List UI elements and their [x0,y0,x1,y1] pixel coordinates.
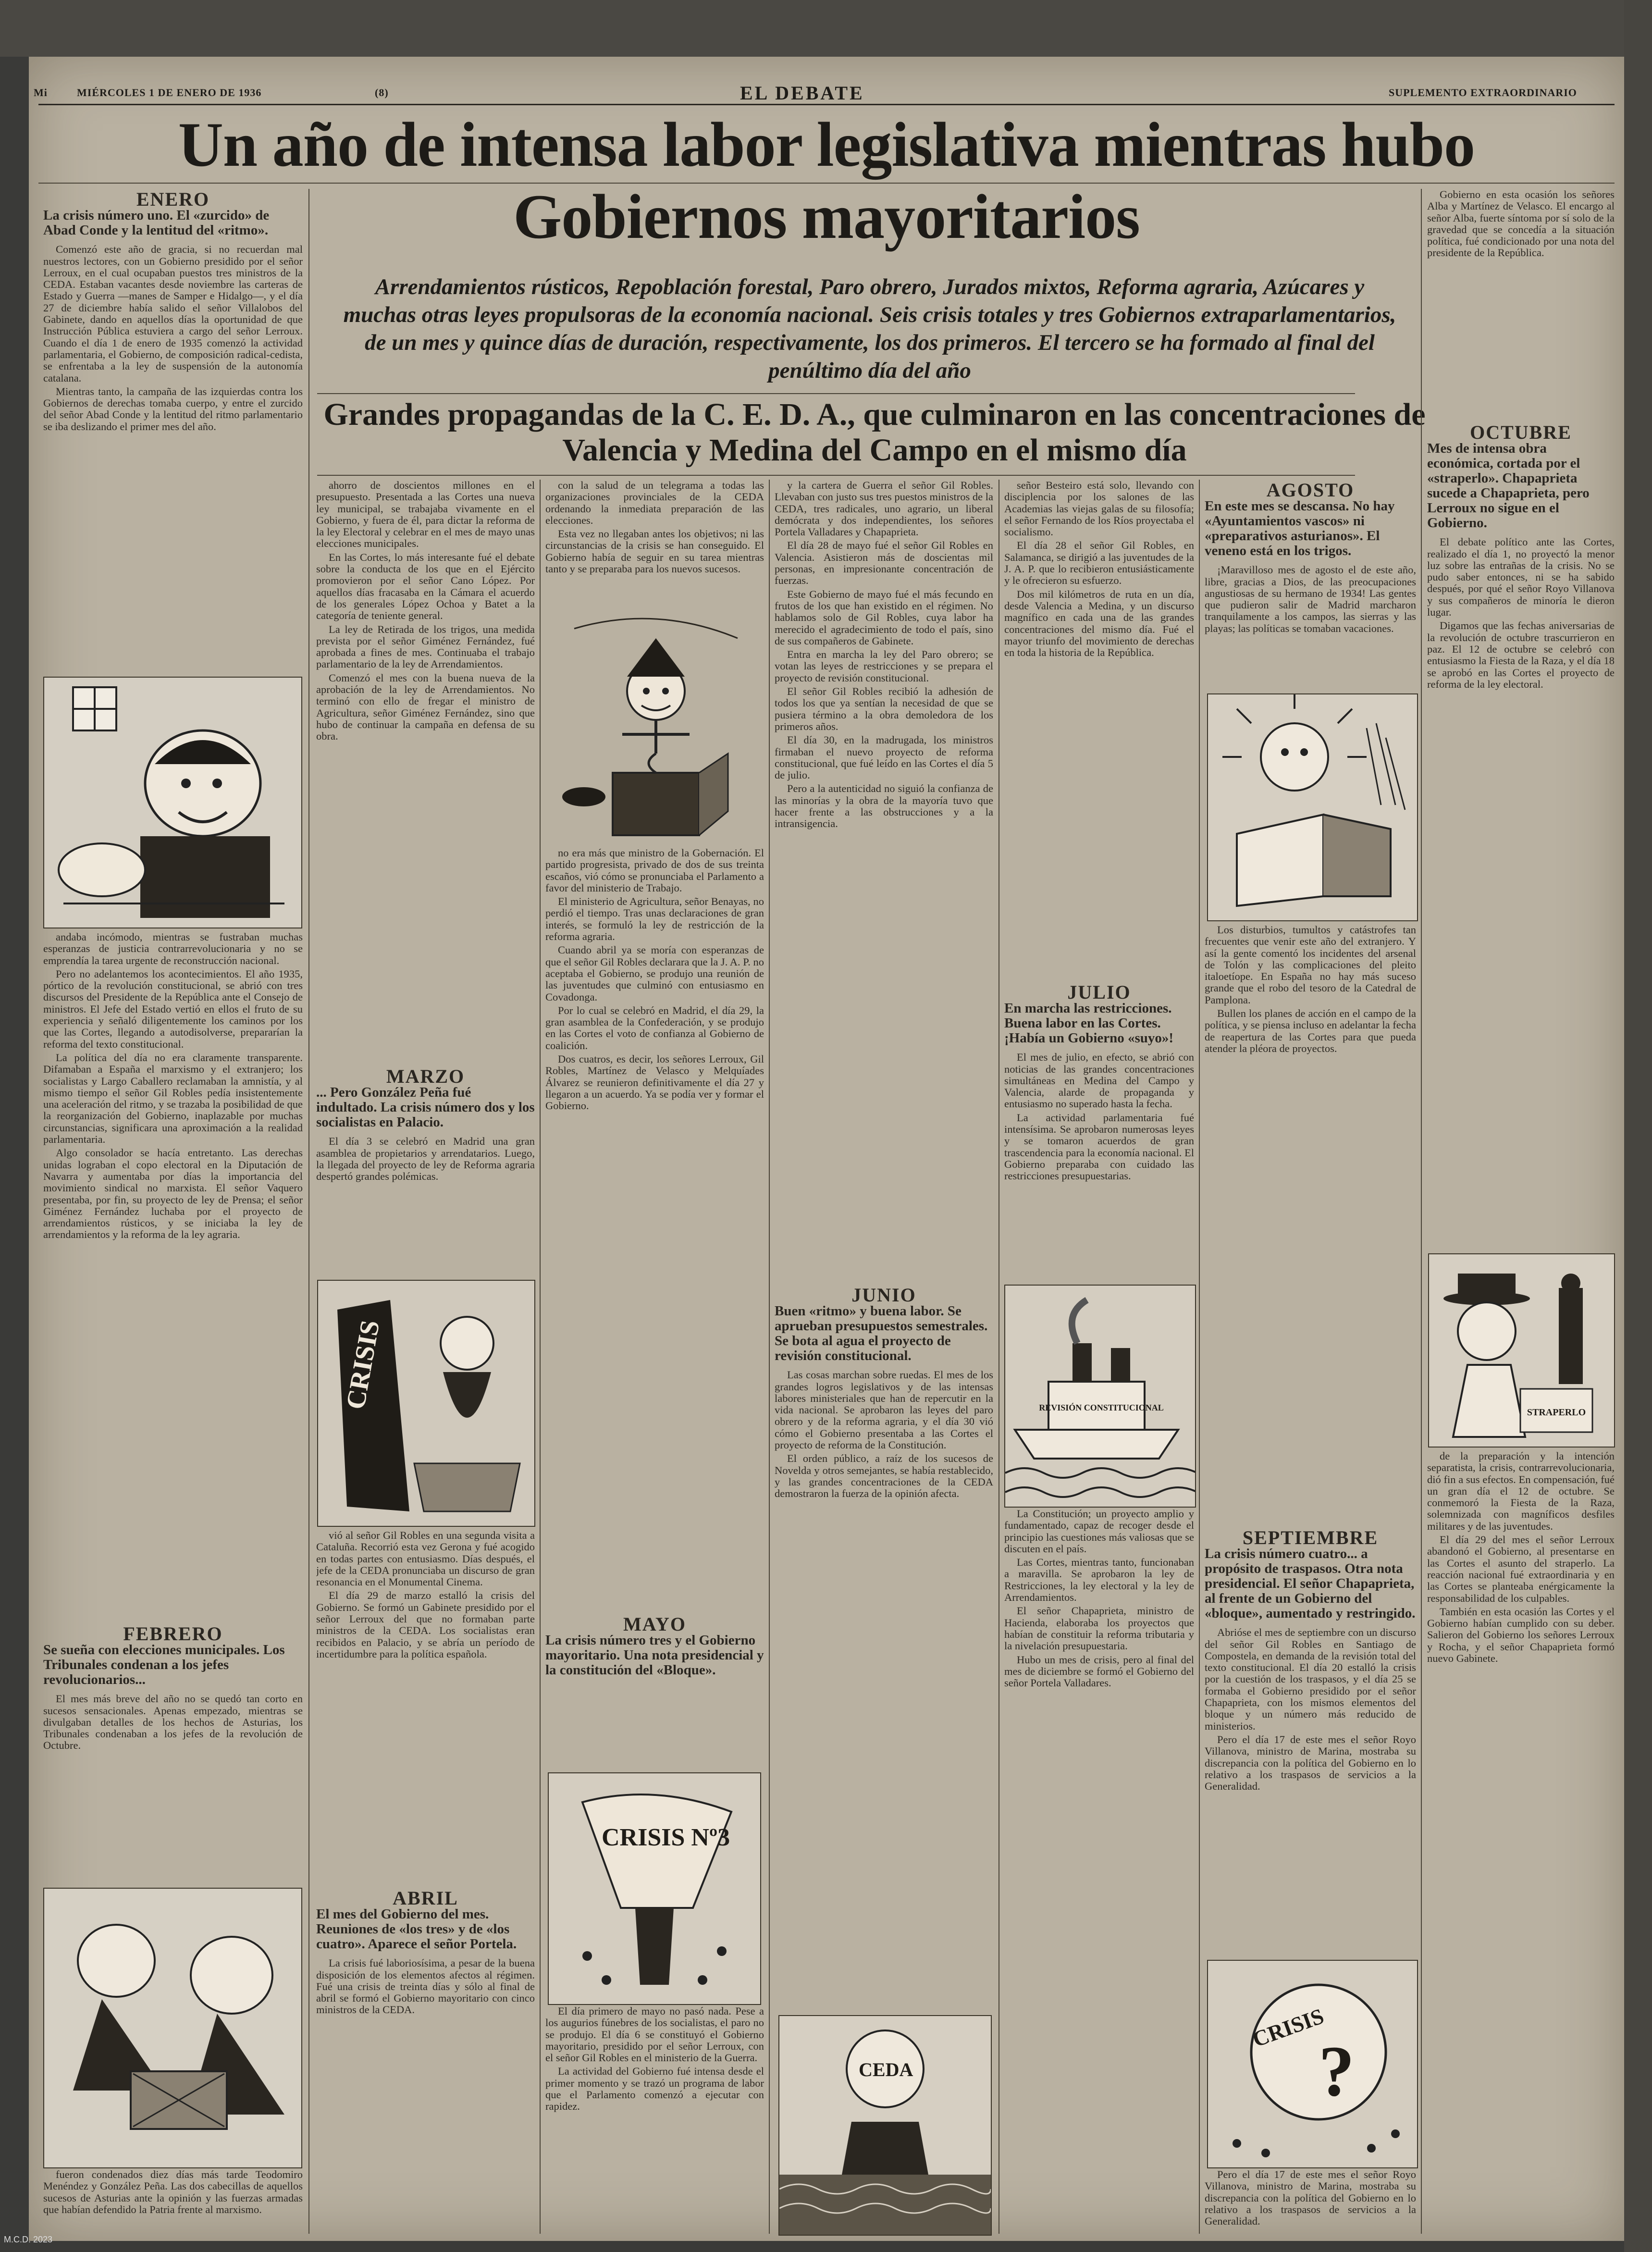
column-octubre [1427,422,1615,1383]
cartoon-octubre-text: STRAPERLO [1527,1407,1586,1418]
section-title-agosto: AGOSTO [1266,480,1355,501]
archive-stamp: M.C.D. 2023 [4,2235,53,2244]
paragraph: El día 28 el señor Gil Robles, en Salamanca, se dirigió a las juventudes de la J. A. P. que lo recibieron entusiásticamente y le ofrecieron su esfuerzo. [1004,539,1194,587]
paragraph: La actividad del Gobierno fué intensa desde el primer momento y se trazó un programa de labor que el Parlamento comenzó a ejecutar con rapidez. [545,2065,764,2113]
secondary-headline: Grandes propagandas de la C. E. D. A., que culminaron en las concentraciones de Valencia y Medina del Campo en el mismo día [323,397,1426,468]
paragraph: Entra en marcha la ley del Paro obrero; se votan las leyes de restricciones y se prepara el proyecto de revisión constitucional. [775,648,993,684]
section-title-abril: ABRIL [393,1888,458,1909]
section-deck-agosto: En este mes se descansa. No hay «Ayuntamientos vascos» ni «preparativos asturianos». El veneno está en los trigos. [1205,498,1395,559]
column-seven-top [1427,189,1615,420]
paragraph: fueron condenados diez días más tarde Teodomiro Menéndez y González Peña. Las dos cabecillas de aquellos sucesos de Asturias ante la opinión y las fuerzas armadas que habían defendido la Patria frente al marxismo. [43,2169,303,2215]
cartoon-ceda-drawing [779,2016,991,2235]
section-title-julio: JULIO [1067,982,1131,1003]
cartoon-enero-drawing [44,678,301,928]
section-title-septiembre: SEPTIEMBRE [1242,1527,1379,1548]
paragraph: Dos mil kilómetros de ruta en un día, desde Valencia a Medina, y un discurso magnífico en cada una de las grandes concentraciones del mismo día. Fué el mayor triunfo del movimiento de derechas en toda la historia de la República. [1004,588,1194,659]
column-three-mid [545,847,764,1607]
question-mark-icon: ? [1319,2031,1355,2111]
column-mayo-cont [545,2005,764,2234]
paragraph: ahorro de doscientos millones en el presupuesto. Presentada a las Cortes una nueva ley municipal, se trabajaba vivamente en el Gobierno, y fuera de él, para dictar la reforma de la ley Electoral y celebrar en el mes de mayo unas elecciones municipales. [316,480,535,550]
column-two-top [316,480,535,1090]
cartoon-mayo [548,1772,761,2005]
paragraph: de la preparación y la intención separatista, la crisis, contrarrevolucionaria, dió fin a sus efectos. En compensación, fué un gran día el 12 de octubre. Se conmemoró la Fiesta de la Raza, solemnizada con magníficos desfiles militares y de las juventudes. [1427,1450,1615,1532]
section-deck-junio: Buen «ritmo» y buena labor. Se aprueban presupuestos semestrales. Se bota al agua el proyecto de revisión constitucional. [775,1303,988,1364]
headline-rule [38,183,1615,184]
paragraph: La Constitución; un proyecto amplio y fundamentado, capaz de recoger desde el principio las cuestiones más valiosas que se discuten en el país. [1004,1508,1194,1555]
paragraph: El día primero de mayo no pasó nada. Pese a los augurios fúnebres de los socialistas, el paro no se produjo. El día 6 se constituyó el Gobierno mayoritario, presidido por el señor Lerroux, con el señor Gil Robles en el ministerio de la Guerra. [545,2005,764,2064]
cartoon-agosto [1207,693,1418,921]
paragraph: El mes de julio, en efecto, se abrió con noticias de las grandes concentraciones simultáneas en Medina del Campo y Valencia, alarde de propaganda y entusiasmo no superado hasta la fecha. [1004,1051,1194,1110]
paragraph: La ley de Retirada de los trigos, una medida prevista por el señor Giménez Fernández, fué aprobada a fines de mes. Continuaba el trabajo parlamentario de la ley de Arrendamientos. [316,623,535,670]
section-title-mayo: MAYO [623,1614,686,1635]
secondary-headline-rule [317,475,1355,476]
column-enero-cont [43,931,303,1623]
section-title-junio: JUNIO [851,1285,916,1306]
main-headline: Un año de intensa labor legislativa mientras hubo Gobiernos mayoritarios [178,109,1475,252]
section-deck-mayo: La crisis número tres y el Gobierno mayoritario. Una nota presidencial y la constitución del «Bloque». [545,1633,764,1678]
cartoon-julio [1004,1285,1196,1508]
paragraph: El orden público, a raíz de los sucesos de Novelda y otros semejantes, se había restablecido, y las grandes concentraciones de la CEDA demostraron la fuerza de la opinión afecta. [775,1452,993,1500]
cartoon-mayo-drawing [549,1773,760,2004]
column-four-top [775,480,993,1280]
cartoon-septiembre [1207,1960,1418,2168]
column-agosto [1205,480,1416,691]
column-enero [43,189,303,674]
paragraph: También en esta ocasión las Cortes y el Gobierno habían cumplido con su deber. Salieron del Gobierno los señores Lerroux y Rocha, y el señor Chapaprieta formó nuevo Gabinete. [1427,1605,1615,1665]
paragraph: señor Besteiro está solo, llevando con disciplencia por los salones de las Academias las viejas galas de su filosofía; el señor Fernando de los Ríos proyectaba el socialismo. [1004,480,1194,538]
section-title-febrero: FEBRERO [123,1623,223,1645]
column-abril [316,1888,535,2234]
section-deck-abril: El mes del Gobierno del mes. Reuniones de «los tres» y de «los cuatro». Aparece el señor Portela. [316,1906,517,1952]
column-five-top [1004,480,1194,979]
scan-top-band [0,0,1652,57]
section-deck-julio: En marcha las restricciones. Buena labor en las Cortes. ¡Había un Gobierno «suyo»! [1004,1001,1174,1046]
cartoon-jack-in-box-drawing [545,609,764,845]
column-rule [1421,189,1422,2234]
paragraph: Este Gobierno de mayo fué el más fecundo en frutos de los que han existido en el régimen. No hablamos solo de Gil Robles, cuya labor ha merecido el agradecimiento de todo el país, sino de sus compañeros de Gabinete. [775,588,993,647]
subheadline-deck: Arrendamientos rústicos, Repoblación forestal, Paro obrero, Jurados mixtos, Reforma agraria, Azúcares y muchas otras leyes propulsoras de la economía nacional. Seis crisis totales y tres Gobiernos extraparlamentarios, de un mes y quince días de duración, respectivamente, los dos primeros. El tercero se ha formado al final del penúltimo día del año [343,274,1396,383]
cartoon-jack-in-box [545,609,764,845]
paragraph: El día 29 del mes el señor Lerroux abandonó el Gobierno, al presentarse en las Cortes el asunto del straperlo. La reacción nacional fué extraordinaria y en las Cortes se planteaba enérgicamente la responsabilidad de los culpables. [1427,1534,1615,1604]
section-title-enero: ENERO [136,189,210,210]
paragraph: Comenzó este año de gracia, si no recuerdan mal nuestros lectores, con un Gobierno presidido por el señor Lerroux, en el cual ocupaban puestos tres ministros de la CEDA. Estaban vacantes desde noviembre las carteras de Estado y Guerra —manes de Samper e Hidalgo—, y el día 27 de diciembre había salido el señor Villalobos del Gabinete, dando en aquellos días la oportunidad de que Instrucción Pública estuviera a cargo del señor Lerroux. Cuando el día 1 de enero de 1935 comenzó la actividad parlamentaria, el Gobierno, de composición radical-cedista, se enfrentaba a la ley de suspensión de la autonomía catalana. [43,243,303,384]
column-julio [1004,982,1194,1282]
cartoon-agosto-drawing [1208,694,1417,920]
scan-right-edge [1624,0,1652,2252]
paragraph: Los disturbios, tumultos y catástrofes tan frecuentes que venir este año del extranjero. Y así la gente comentó los incidentes del arsenal de Tolón y las complicaciones del pleito italoetíope. En España no hay más suceso grande que el robo del tesoro de la Catedral de Pamplona. [1205,924,1416,1006]
paragraph: El día 29 de marzo estalló la crisis del Gobierno. Se formó un Gabinete presidido por el señor Lerroux del que no formaban parte ministros de la CEDA. Los socialistas eran recibidos en Palacio, y se abría un período de incertidumbre para la política española. [316,1589,535,1660]
paragraph: Hubo un mes de crisis, pero al final del mes de diciembre se formó el Gobierno del señor Portela Valladares. [1004,1653,1194,1689]
paragraph: Las Cortes, mientras tanto, funcionaban a maravilla. Se aprobaron la ley de Restricciones, la ley electoral y la ley de Arrendamientos. [1004,1556,1194,1604]
paragraph: Pero el día 17 de este mes el señor Royo Villanova, ministro de Marina, mostraba su discrepancia con la política del Gobierno en lo relativo a los traspasos de servicios a la Generalidad. [1205,1733,1416,1793]
paragraph: y la cartera de Guerra el señor Gil Robles. Llevaban con justo sus tres puestos ministros de la CEDA, tres radicales, uno agrario, un liberal demócrata y dos independientes, los señores Portela Valladares y Chapaprieta. [775,480,993,538]
cartoon-septiembre-drawing [1208,1961,1417,2167]
paragraph: con la salud de un telegrama a todas las organizaciones provinciales de la CEDA ordenando la inmediata preparación de las elecciones. [545,480,764,526]
cartoon-julio-drawing [1005,1286,1195,1507]
column-rule [1199,480,1200,2234]
cartoon-febrero-drawing [44,1889,301,2167]
paragraph: ¡Maravilloso mes de agosto el de este año, libre, gracias a Dios, de las preocupaciones angustiosas de su hermano de 1934! Las gentes que pudieron salir de Madrid marcharon tranquilamente a los campos, las sierras y las playas; las políticas se tomaban vacaciones. [1205,564,1416,634]
paragraph: El mes más breve del año no se quedó tan corto en sucesos sensacionales. Apenas empezado, mientras se divulgaban detalles de los hechos de Asturias, los Tribunales condenaban a los jefes de la revolución de Octubre. [43,1693,303,1752]
paragraph: Por lo cual se celebró en Madrid, el día 29, la gran asamblea de la Confederación, y se produjo en las Cortes el voto de confianza al Gobierno de coalición. [545,1004,764,1052]
paragraph: Bullen los planes de acción en el campo de la política, y se piensa incluso en adelantar la fecha de reapertura de las Cortes para que pueda atender la pléora de proyectos. [1205,1007,1416,1054]
cartoon-septiembre-text: CRISIS [1249,2003,1327,2052]
top-rule [38,104,1615,105]
masthead: EL DEBATE [740,82,864,104]
column-five-bottom [1004,1508,1194,2234]
cartoon-ceda [778,2015,992,2236]
cartoon-octubre [1428,1253,1615,1448]
column-febrero [43,1623,303,1883]
column-rule [308,189,309,2234]
column-septiembre-cont [1205,2169,1416,2236]
column-marzo [316,1066,535,1273]
paragraph: En las Cortes, lo más interesante fué el debate sobre la conducta de los que en el Ejército promovieron por el señor Cano López. Por aquellos días fracasaba en la Cámara el acuerdo de los generales López Ochoa y Batet a la categoría de teniente general. [316,551,535,622]
paragraph: Pero no adelantemos los acontecimientos. El año 1935, pórtico de la revolución constitucional, se abrió con tres discursos del Presidente de la República ante el Consejo de ministros. El Jefe del Estado vertió en ellos el fruto de su experiencia y señaló diligentemente los caminos por los que las Cortes, llegando a autodisolverse, prepararían la reforma del texto constitucional. [43,967,303,1050]
header-left-prefix: Mi [34,87,48,99]
cartoon-julio-text: REVISIÓN CONSTITUCIONAL [1039,1403,1164,1412]
paragraph: Gobierno en esta ocasión los señores Alba y Martínez de Velasco. El encargo al señor Alba, fuerte síntoma por sí solo de la gravedad que se concedía a la situación política, fué condicionado por una nota del presidente de la República. [1427,189,1615,259]
section-deck-febrero: Se sueña con elecciones municipales. Los Tribunales condenan a los jefes revolucionarios... [43,1642,285,1688]
section-title-marzo: MARZO [386,1066,465,1087]
section-title-octubre: OCTUBRE [1470,422,1572,443]
cartoon-octubre-drawing [1429,1254,1614,1447]
column-marzo-cont [316,1530,535,1885]
paragraph: El día 3 se celebró en Madrid una gran asamblea de propietarios y arrendatarios. Luego, la llegada del proyecto de ley de Reforma agraria despertó grandes polémicas. [316,1135,535,1183]
paragraph: Mientras tanto, la campaña de las izquierdas contra los Gobiernos de derechas tomaba cuerpo, y entre el zurcido del señor Abad Conde y la lentitud del ritmo parlamentario se iba deslizando el primer mes del año. [43,385,303,433]
column-febrero-cont [43,2169,303,2236]
column-agosto-cont [1205,924,1416,1525]
column-rule [769,480,770,2234]
paragraph: El señor Gil Robles recibió la adhesión de todos los que ya sentían la necesidad de que se pusiera término a la obra demoledora de los primeros años. [775,685,993,732]
column-rule [540,480,541,2234]
column-junio [775,1285,993,2013]
column-mayo [545,1614,764,1772]
header-date: MIÉRCOLES 1 DE ENERO DE 1936 [77,87,262,99]
paragraph: Dos cuatros, es decir, los señores Lerroux, Gil Robles, Martínez de Velasco y Melquíades Álvarez se reunieron definitivamente el día 27 y llegaron a un acuerdo. Ya se podía ver y formar el Gobierno. [545,1053,764,1112]
paragraph: Pero el día 17 de este mes el señor Royo Villanova, ministro de Marina, mostraba su discrepancia con la política del Gobierno en lo relativo a los traspasos de servicios a la Generalidad. [1205,2169,1416,2227]
paragraph: La crisis fué laboriosísima, a pesar de la buena disposición de los elementos afectos al régimen. Fué una crisis de treinta días y sólo al final de abril se formó el Gobierno mayoritario con cinco ministros de la CEDA. [316,1957,535,2016]
section-deck-octubre: Mes de intensa obra económica, cortada por el «straperlo». Chapaprieta sucede a Chapaprieta, pero Lerroux no sigue en el Gobierno. [1427,441,1590,531]
paragraph: La actividad parlamentaria fué intensísima. Se aprobaron numerosas leyes y se tomaron acuerdos de gran trascendencia para la economía nacional. El Gobierno preparaba con cuidado las restricciones presupuestarias. [1004,1111,1194,1182]
section-deck-septiembre: La crisis número cuatro... a propósito de traspasos. Otra nota presidencial. El señor Chapaprieta, al frente de un Gobierno del «bloque», aumentado y restringido. [1205,1546,1416,1621]
header-supplement-label: SUPLEMENTO EXTRAORDINARIO [1389,87,1577,99]
cartoon-ceda-text: CEDA [859,2059,913,2080]
paragraph: El día 30, en la madrugada, los ministros firmaban el nuevo proyecto de reforma constitucional, que fué leído en las Cortes el día 5 de julio. [775,734,993,781]
section-deck-marzo: ... Pero González Peña fué indultado. La crisis número dos y los socialistas en Palacio. [316,1085,535,1130]
paragraph: El señor Chapaprieta, ministro de Hacienda, elaboraba los proyectos que habían de constituir la reforma tributaria y la nivelación presupuestaria. [1004,1605,1194,1652]
paragraph: Algo consolador se hacía entretanto. Las derechas unidas lograban el copo electoral en la Diputación de Navarra y aumentaba por días la importancia del movimiento sindical no marxista. El señor Vaquero presentaba, por fin, su proyecto de ley de Prensa; el señor Giménez Fernández luchaba por el proyecto de arrendamientos rústicos, y se iniciaba la ley de arrendamientos y la reforma de la ley agraria. [43,1147,303,1241]
cartoon-marzo-drawing [318,1281,534,1526]
paragraph: El debate político ante las Cortes, realizado el día 1, no proyectó la menor luz sobre las entrañas de la crisis. No se pudo saber entonces, ni se ha sabido después, por qué el señor Royo Villanova y sus compañeros de minoría le dieron lugar. [1427,536,1615,619]
paragraph: Pero a la autenticidad no siguió la confianza de las minorías y la obra de la mayoría tuvo que hacer frente a las obstrucciones y a la intransigencia. [775,782,993,830]
cartoon-marzo-crisis-text: CRISIS [340,1318,386,1412]
paragraph: Comenzó el mes con la buena nueva de la aprobación de la ley de Arrendamientos. No terminó con ello de fregar el ministro de Agricultura, señor Giménez Fernández, sino que hubo de continuar la campaña en defensa de su obra. [316,671,535,742]
header-page-number: (8) [375,87,389,99]
paragraph: vió al señor Gil Robles en una segunda visita a Cataluña. Recorrió esta vez Gerona y fué acogido en todas partes con entusiasmo. Días después, el jefe de la CEDA pronunciaba un discurso de gran resonancia en el Monumental Cinema. [316,1530,535,1588]
section-deck-enero: La crisis número uno. El «zurcido» de Abad Conde y la lentitud del «ritmo». [43,208,270,238]
cartoon-febrero [43,1888,302,2168]
subdeck-rule [317,393,1355,394]
paragraph: Cuando abril ya se moría con esperanzas de que el señor Gil Robles declarara que la J. A. P. no aceptaba el Gobierno, se produjo una reunión de las juventudes que culminó con entusiasmo en Covadonga. [545,944,764,1003]
paragraph: Digamos que las fechas aniversarias de la revolución de octubre trascurrieron en paz. El 12 de octubre se celebró con entusiasmo la Fiesta de la Raza, y el día 18 se aprobó en las Cortes el proyecto de reforma de la ley electoral. [1427,619,1615,690]
paragraph: El día 28 de mayo fué el señor Gil Robles en Valencia. Asistieron más de doscientas mil personas, en impresionante concentración de fuerzas. [775,539,993,587]
column-septiembre [1205,1527,1416,2017]
paragraph: no era más que ministro de la Gobernación. El partido progresista, privado de dos de sus treinta escaños, vió cómo se pronunciaba el Parlamento a favor del ministerio de Trabajo. [545,847,764,894]
paragraph: La política del día no era claramente transparente. Difamaban a España el marxismo y el extranjero; los socialistas y Largo Caballero reclamaban la amnistía, y al mismo tiempo el señor Gil Robles pedía insistentemente una aceleración del ritmo, y se trazaba la posibilidad de que la reorganización del Gobierno, inaplazable por muchas circunstancias, significara una aproximación a la realidad parlamentaria. [43,1051,303,1146]
cartoon-mayo-text: CRISIS Nº3 [602,1824,730,1851]
cartoon-marzo [317,1280,535,1527]
paragraph: andaba incómodo, mientras se fustraban muchas esperanzas de justicia contrarrevolucionaria y no se emprendía la tarea urgente de reconstrucción nacional. [43,931,303,966]
paragraph: Abrióse el mes de septiembre con un discurso del señor Gil Robles en Santiago de Compostela, en demanda de la revisión total del texto constitucional. El día 20 estalló la crisis por la cuestión de los traspasos, y el día 25 se formaba el Gobierno presidido por el señor Chapaprieta, con los mismos elementos del bloque y un número más reducido de ministerios. [1205,1626,1416,1732]
column-octubre-cont [1427,1450,1615,2234]
paragraph: El ministerio de Agricultura, señor Benayas, no perdió el tiempo. Tras unas declaraciones de gran interés, se formuló la ley de restricción de la reforma agraria. [545,895,764,943]
paragraph: Las cosas marchan sobre ruedas. El mes de los grandes logros legislativos y de las intensas labores ministeriales que han de repercutir en la vida nacional. Se aprobaron las leyes del paro obrero y de la reforma agraria, y el día 30 vió cómo el Gobierno presentaba a las Cortes el proyecto de reforma de la Constitución. [775,1369,993,1451]
paragraph: Esta vez no llegaban antes los objetivos; ni las circunstancias de la crisis se han conseguido. El Gobierno había de seguir en su tarea mientras tanto y se preparaba para los nuevos sucesos. [545,528,764,575]
cartoon-enero [43,677,302,928]
newspaper-page [29,57,1624,2241]
